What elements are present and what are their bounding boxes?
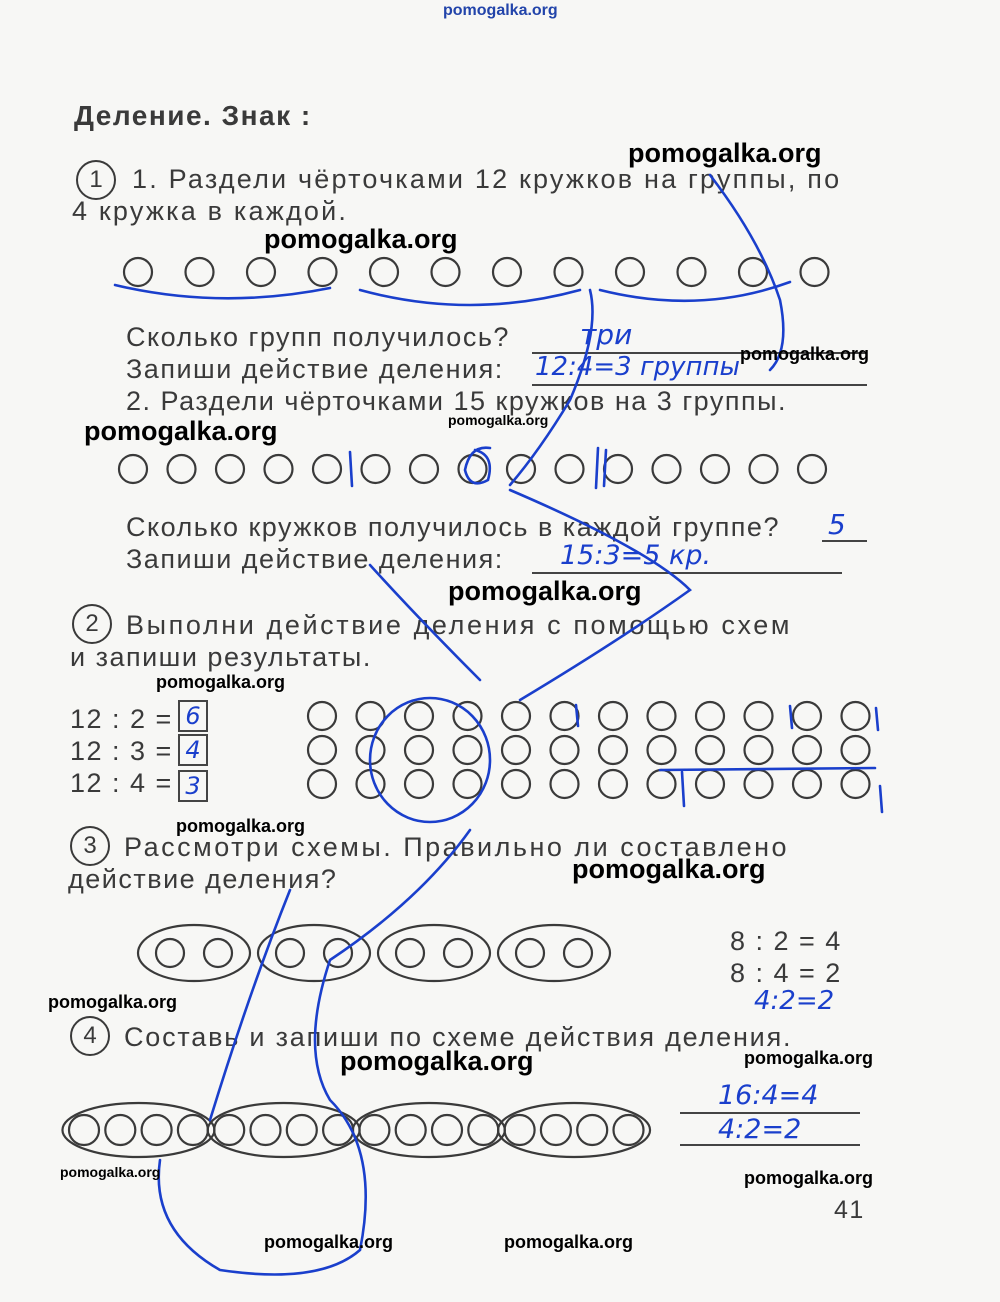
printed-circle [842,736,870,764]
printed-oval [498,1103,650,1157]
watermark: pomogalka.org [744,1048,874,1068]
task-1-part2-text: 2. Раздели чёрточками 15 кружков на 3 группы. [126,386,788,416]
printed-circle [247,258,275,286]
watermark: pomogalka.org [628,138,822,168]
task-2-expr-3: 12 : 4 = [70,768,173,798]
printed-oval [498,925,610,981]
printed-circle [410,455,438,483]
printed-circle [204,939,232,967]
pen-stroke [210,890,290,1120]
answer-box-value: 4 [185,736,201,764]
printed-circle [745,770,773,798]
pen-divider [682,772,684,806]
printed-circle [444,939,472,967]
printed-circle [696,702,724,730]
printed-circle [551,702,579,730]
watermark: pomogalka.org [84,416,278,446]
printed-circle [696,770,724,798]
pen-divider [596,448,598,488]
printed-circle [454,770,482,798]
printed-circle [265,455,293,483]
printed-oval [353,1103,505,1157]
task-1-question-division: Запиши действие деления: [126,354,504,384]
printed-circle [842,770,870,798]
printed-circle [555,258,583,286]
printed-circle [653,455,681,483]
task-1-text-line2: 4 кружка в каждой. [72,196,349,226]
printed-circle [701,455,729,483]
printed-circle [801,258,829,286]
printed-circle [405,736,433,764]
printed-circle [505,1115,535,1145]
task-1-question-each: Сколько кружков получилось в каждой группе? [126,512,780,542]
task-3-correction: 4:2=2 [754,986,835,1016]
watermark: pomogalka.org [48,992,178,1012]
printed-circle [459,455,487,483]
printed-circle [119,455,147,483]
printed-circle [750,455,778,483]
printed-circle [502,702,530,730]
task-3-text-line2: действие деления? [68,864,338,894]
printed-circle [739,258,767,286]
printed-circle [842,702,870,730]
task-3-equation-1: 8 : 2 = 4 [730,926,842,956]
printed-circle [156,939,184,967]
answer-box-value: 3 [185,772,201,800]
task-1-question-groups: Сколько групп получилось? [126,322,510,352]
printed-circle [308,770,336,798]
printed-circle [309,258,337,286]
printed-circle [370,258,398,286]
printed-circle [493,258,521,286]
pen-stroke [710,175,783,370]
watermark: pomogalka.org [156,672,286,692]
printed-circle [214,1115,244,1145]
watermark: pomogalka.org [340,1046,534,1076]
task-1-question-division-2: Запиши действие деления: [126,544,504,574]
printed-circle [502,736,530,764]
task-3-number: 3 [70,826,110,866]
printed-circle [359,1115,389,1145]
printed-circle [614,1115,644,1145]
task-4-answer-2: 4:2=2 [718,1114,802,1145]
printed-circle [793,702,821,730]
printed-circle [313,455,341,483]
watermark: pomogalka.org [744,1168,874,1188]
task-3-equation-2: 8 : 4 = 2 [730,958,842,988]
printed-circle [793,770,821,798]
printed-circle [323,1115,353,1145]
printed-circle [168,455,196,483]
task-1-number: 1 [76,160,116,200]
task-4-text: Составь и запиши по схеме действия деления. [124,1022,793,1052]
printed-circle [745,702,773,730]
watermark: pomogalka.org [176,816,306,836]
printed-circle [105,1115,135,1145]
answer-groups: три [580,318,633,351]
printed-circle [556,455,584,483]
task-2-text-line2: и запиши результаты. [70,642,372,672]
printed-circle [396,939,424,967]
task-3-text-line1: Рассмотри схемы. Правильно ли составлено [124,832,790,862]
printed-circle [468,1115,498,1145]
page-number: 41 [834,1196,865,1224]
printed-circle [599,702,627,730]
task-2-expr-2: 12 : 3 = [70,736,173,766]
printed-circle [516,939,544,967]
pen-divider [876,708,878,730]
answer-division-2: 15:3=5 кр. [560,540,712,571]
printed-circle [432,1115,462,1145]
printed-circle [142,1115,172,1145]
watermark: pomogalka.org [448,576,642,606]
page-title: Деление. Знак : [74,100,312,131]
printed-circle [69,1115,99,1145]
printed-circle [551,770,579,798]
pen-divider [350,452,352,486]
printed-oval [62,1103,214,1157]
printed-circle [599,736,627,764]
pen-line [660,768,875,770]
watermark: pomogalka.org [572,854,766,884]
printed-circle [186,258,214,286]
watermark: pomogalka.org [504,1232,634,1252]
watermark: pomogalka.org [740,344,870,364]
printed-circle [502,770,530,798]
watermark: pomogalka.org [448,412,549,428]
printed-circle [577,1115,607,1145]
printed-circle [696,736,724,764]
watermark: pomogalka.org [264,1232,394,1252]
task-4-number: 4 [70,1016,110,1056]
printed-circle [276,939,304,967]
printed-circle [745,736,773,764]
task-4-answer-1: 16:4=4 [718,1080,819,1111]
watermark: pomogalka.org [60,1164,161,1180]
printed-circle [178,1115,208,1145]
answer-division-1: 12:4=3 группы [535,352,741,382]
printed-circle [405,770,433,798]
pen-divider [790,706,792,728]
printed-oval [378,925,490,981]
printed-circle [648,702,676,730]
printed-circle [551,736,579,764]
printed-circle [599,770,627,798]
printed-circle [678,258,706,286]
printed-circle [604,455,632,483]
watermark: pomogalka.org [264,224,458,254]
printed-circle [454,736,482,764]
printed-circle [251,1115,281,1145]
pen-divider [880,786,882,812]
answer-box-value: 6 [185,702,201,730]
printed-circle [541,1115,571,1145]
printed-circle [432,258,460,286]
answer-each: 5 [828,508,846,541]
printed-circle [287,1115,317,1145]
pen-group-arc [115,285,330,298]
printed-circle [405,702,433,730]
watermark-top: pomogalka.org [443,2,558,19]
printed-circle [308,702,336,730]
printed-oval [208,1103,360,1157]
task-2-number: 2 [72,604,112,644]
printed-circle [308,736,336,764]
printed-circle [616,258,644,286]
printed-circle [648,770,676,798]
pen-group-arc [360,290,580,305]
task-2-expr-1: 12 : 2 = [70,704,173,734]
printed-circle [216,455,244,483]
printed-circle [396,1115,426,1145]
task-1-text-line1: 1. Раздели чёрточками 12 кружков на группы, по [132,164,842,194]
printed-circle [564,939,592,967]
printed-circle [648,736,676,764]
printed-circle [793,736,821,764]
printed-oval [258,925,370,981]
pen-divider [604,450,606,486]
printed-circle [362,455,390,483]
printed-circle [798,455,826,483]
task-2-text-line1: Выполни действие деления с помощью схем [126,610,793,640]
printed-oval [138,925,250,981]
printed-circle [124,258,152,286]
